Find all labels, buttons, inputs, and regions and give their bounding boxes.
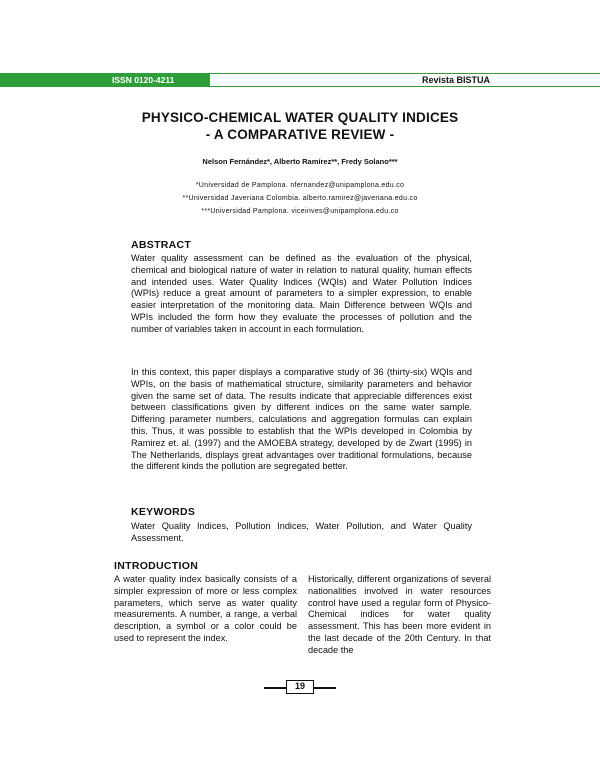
introduction-heading: INTRODUCTION xyxy=(114,560,199,572)
author-list: Nelson Fernández*, Alberto Ramírez**, Fredy Solano*** xyxy=(202,157,398,166)
page-number-rule-right xyxy=(314,687,336,689)
page-number: 19 xyxy=(286,680,314,694)
issn-label: ISSN 0120-4211 xyxy=(0,74,210,86)
abstract-paragraph-1: Water quality assessment can be defined as the evaluation of the physical, chemical and biological nature of water in relation to natural quality, human effects and intended uses. Water Quality Indices (WQIs) and Water Pollution Indices (WPIs) reduce a great amount of parameters to a simpler expression, to enable easier interpretation of the monitoring data. Main Difference between WQIs and WPIs included the form how they evaluate the processes of pollution and the number of variables taken in account in each formulation. xyxy=(131,253,472,334)
header-rule-bottom xyxy=(0,86,600,87)
page-number-rule-left xyxy=(264,687,286,689)
affiliation-2: **Universidad Javeriana Colombia. alberto.ramirez@javeriana.edu.co xyxy=(182,195,418,202)
introduction-column-1: A water quality index basically consists of a simpler expression of more or less complex parameters, which serve as water quality measurements. A number, a range, a verbal description, a symbol or a color could be used to represent the index. xyxy=(114,574,297,643)
introduction-column-2: Historically, different organizations of several nationalities involved in water resources control have used a regular form of Physico-Chemical indices for water quality assessment. This has been more evident in the last decade of the 20th Century. In that decade the xyxy=(308,574,491,655)
affiliation-1: *Universidad de Pamplona. nfernandez@unipamplona.edu.co xyxy=(195,182,405,189)
keywords-heading: KEYWORDS xyxy=(131,506,196,518)
abstract-heading: ABSTRACT xyxy=(131,239,192,251)
paper-title-line-2: - A COMPARATIVE REVIEW - xyxy=(205,127,395,142)
abstract-paragraph-2: In this context, this paper displays a comparative study of 36 (thirty-six) WQIs and WPIs, on the basis of mathematical structure, similarity parameters and behavior given the same set of data. The results indicate that appreciable differences exist between classifications given by different indices on the same water sample. Differing parameter numbers, calculations and aggregation formulas can explain this. Thus, it was possible to establish that the WPIs developed in Colombia by Ramirez et. al. (1997) and the AMOEBA strategy, developed by de Zwart (1995) in The Netherlands, displays great advantages over traditional formulations, because the different kinds the pollution are segregated better. xyxy=(131,367,472,472)
journal-name: Revista BISTUA xyxy=(421,75,490,85)
paper-title-line-1: PHYSICO-CHEMICAL WATER QUALITY INDICES xyxy=(141,110,459,125)
affiliation-3: ***Universidad Pamplona. viceinves@unipamplona.edu.co xyxy=(201,208,399,215)
keywords-text: Water Quality Indices, Pollution Indices, Water Pollution, and Water Quality Assessment. xyxy=(131,521,472,543)
